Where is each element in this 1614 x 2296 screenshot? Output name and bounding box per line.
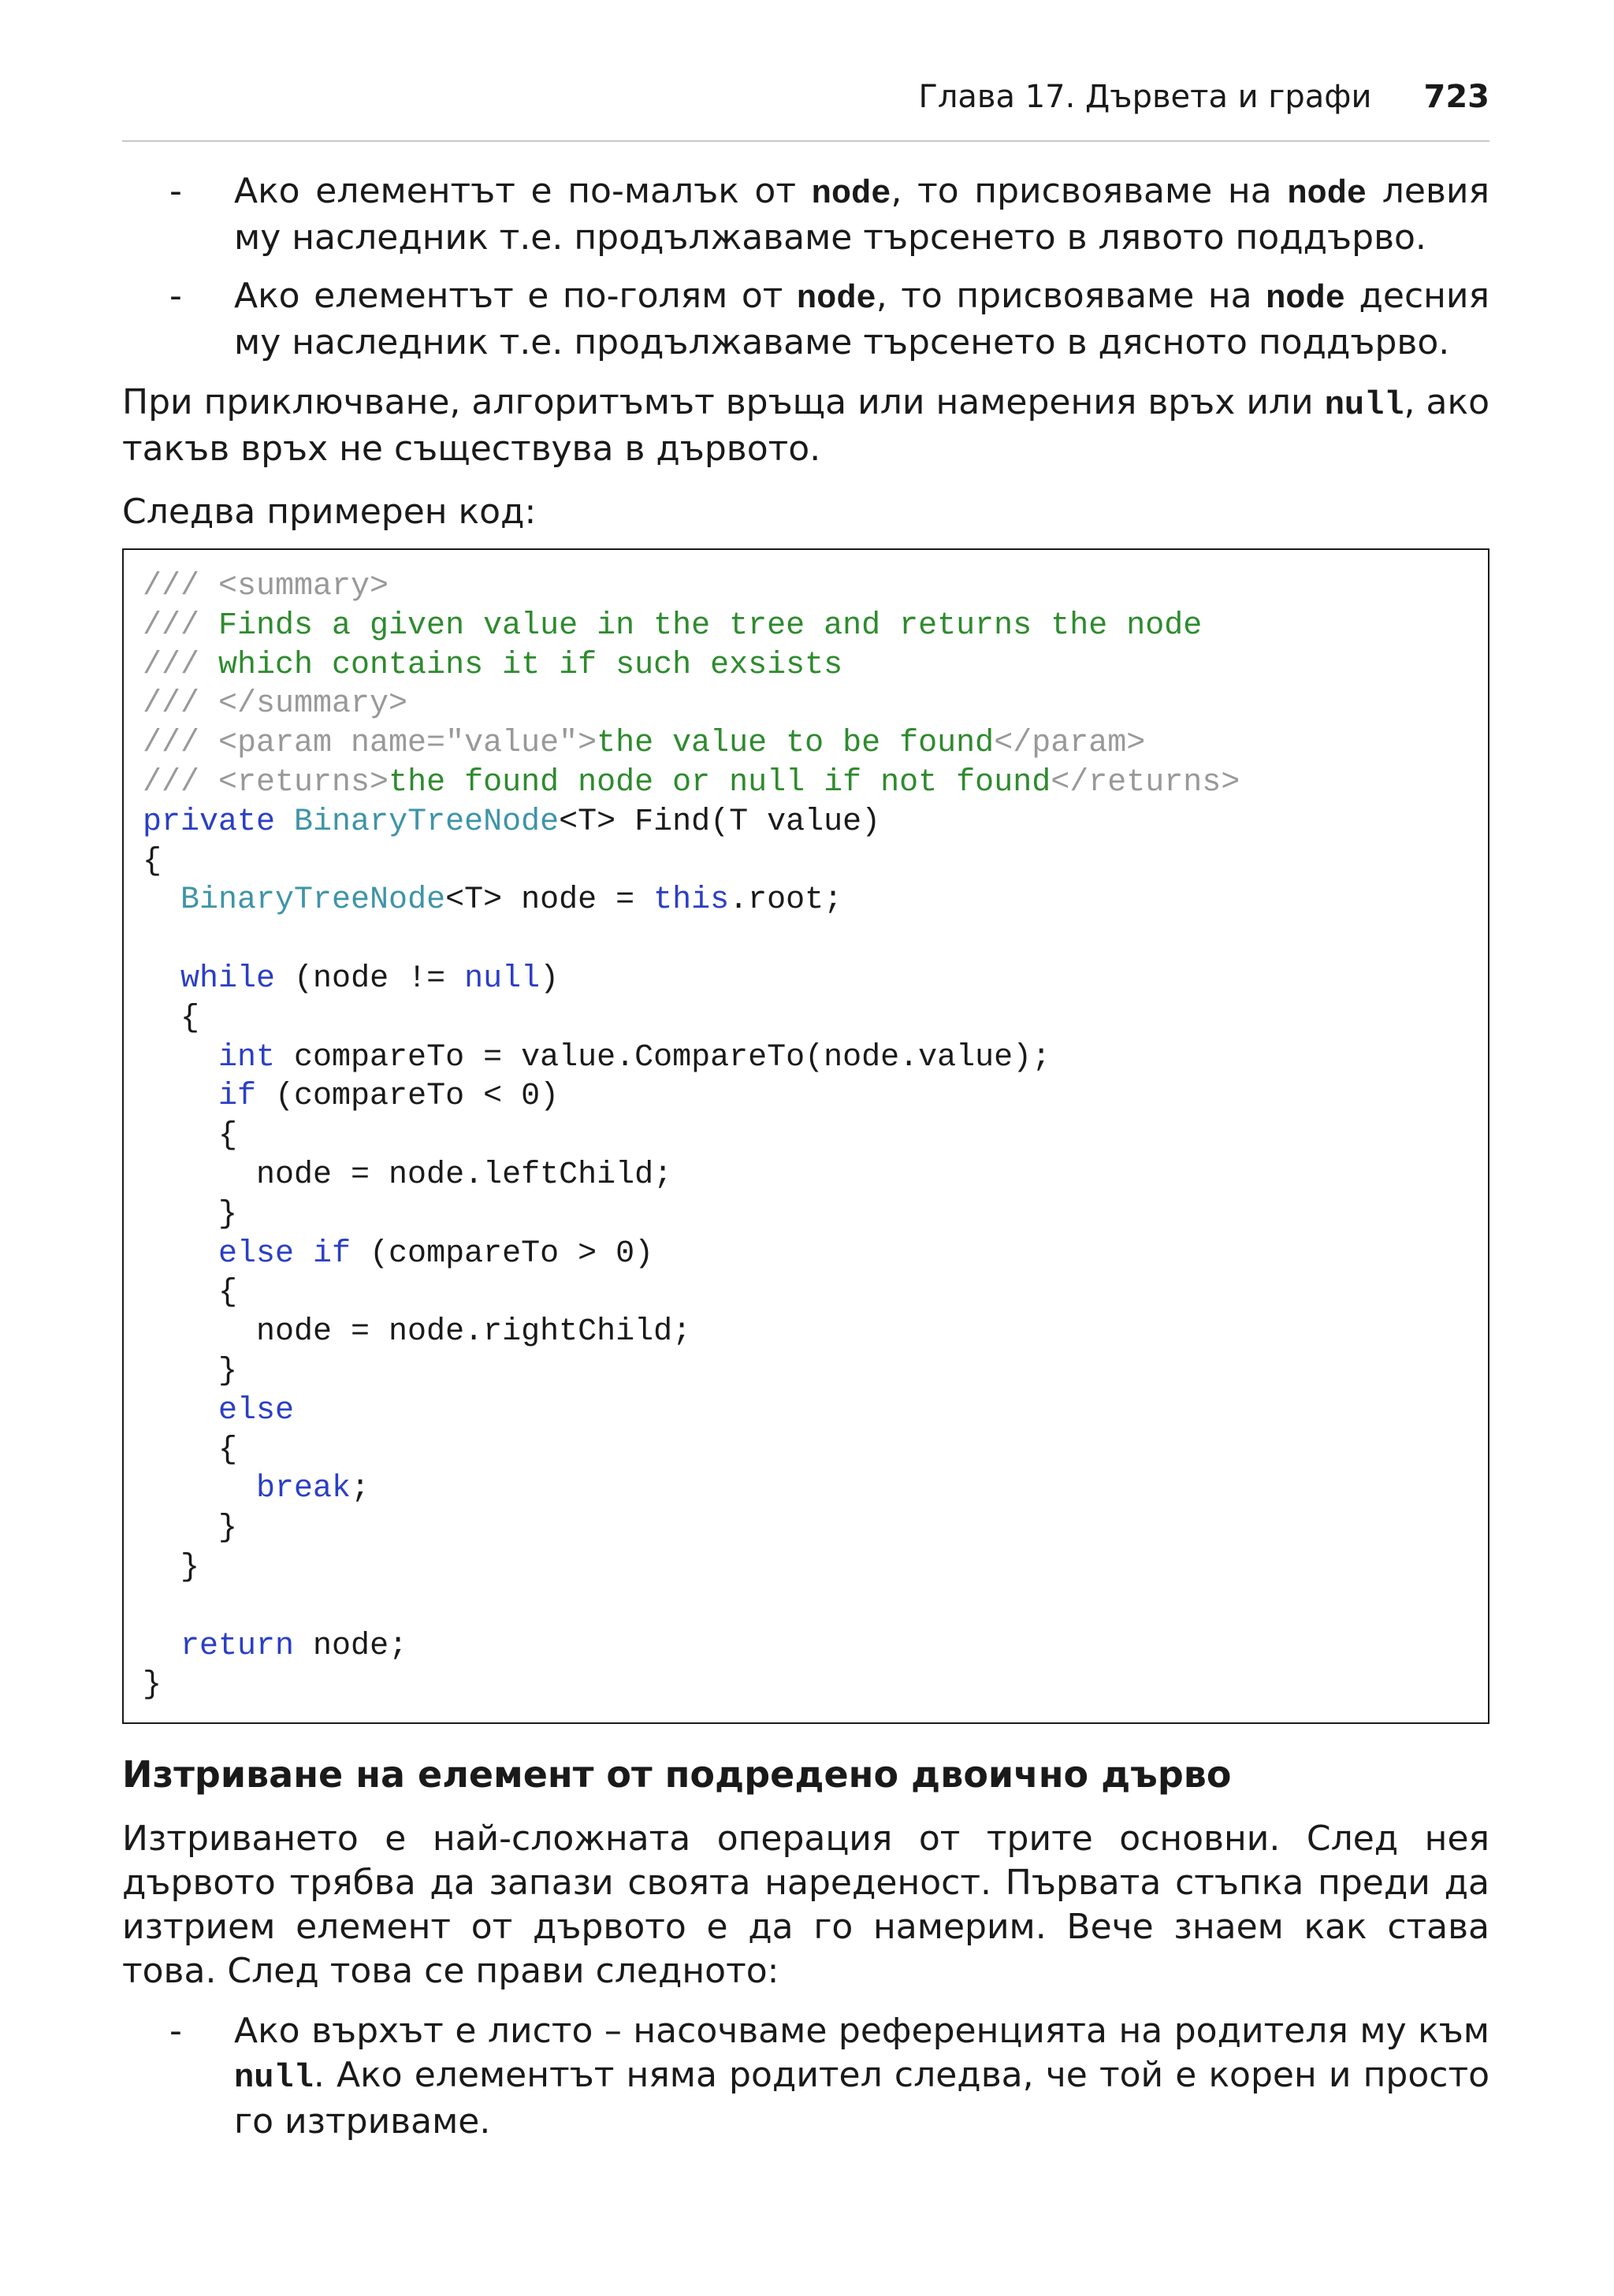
code-line [143,1588,1469,1627]
code-line [143,1235,1469,1274]
paragraph-example-intro: Следва примерен код: [122,492,537,532]
code-token: (compareTo > 0) [351,1235,654,1272]
code-line [143,724,1469,763]
code-line [143,763,1469,803]
code-token: /// <returns> [143,764,389,801]
bullet-text: , то присвояваме на [891,171,1288,211]
code-token: { [143,1275,238,1311]
code-token [143,1079,218,1114]
bullet-text: Ако елементът е по-голям от [234,276,797,316]
inline-code: node [1287,175,1367,213]
inline-code: node [796,280,876,318]
bullet-dash: - [169,276,182,316]
code-token: { [143,1118,238,1154]
code-token: Finds a given value in the tree and returns the node [218,607,1203,644]
code-line [143,685,1469,724]
code-token [143,1236,218,1272]
code-token: ; [351,1471,370,1507]
inline-code: node [811,175,891,213]
bullet-text: десния му наследник т.е. продължаваме търсенето в дясното поддърво. [234,276,1489,362]
code-token: } [143,1353,238,1389]
page-header [122,79,1489,142]
code-token: return [180,1628,295,1664]
code-line [143,1195,1469,1235]
code-line [143,567,1469,607]
code-line [143,803,1469,842]
code-token: <T> node = [445,882,654,919]
code-token: } [143,1196,238,1232]
code-line [143,1156,1469,1195]
code-token: null [464,960,541,997]
code-line [143,999,1469,1038]
code-token: while [180,960,276,997]
code-line [143,1313,1469,1352]
code-token: which contains it if such exsists [218,647,843,683]
section-heading: Изтриване на елемент от подредено двоично дърво [122,1753,1232,1796]
bullet-item-smaller [122,169,1489,260]
code-token: { [143,1000,200,1036]
code-token [143,961,180,997]
code-line [143,1666,1469,1705]
bullet-text: левия му наследник т.е. продължаваме търсенето в лявото поддърво. [234,171,1489,258]
bullet-item-leaf [122,2009,1489,2144]
code-token: the value to be found [597,726,995,762]
page-content [122,169,1489,2144]
bullet-text: . Ако елементът няма родител следва, че той е корен и просто го изтриваме. [234,2055,1489,2142]
paragraph-text: При приключване, алгоритъмът връща или намерения връх или [122,382,1325,422]
bullet-text: Ако елементът е по-малък от [234,171,812,211]
code-token [275,804,294,840]
code-token [143,1393,218,1428]
bullet-dash: - [169,171,182,211]
code-token [143,882,180,918]
code-line [143,646,1469,685]
code-line [143,1509,1469,1548]
bullet-text: Ако върхът е листо – насочваме референцията на родителя му към [234,2011,1489,2052]
code-token: else if [218,1235,351,1272]
code-token: } [143,1510,238,1547]
inline-code: node [1266,280,1345,318]
code-line [143,1391,1469,1431]
bullet-item-greater [122,274,1489,365]
code-line [143,920,1469,960]
code-token: node = node.rightChild; [143,1314,692,1350]
code-token: private [143,804,276,840]
code-token: this [653,882,730,919]
code-token: if [218,1079,257,1115]
code-line [143,1431,1469,1470]
code-line [143,842,1469,882]
code-token [143,1629,180,1664]
code-token: /// [143,647,219,683]
code-token: int [218,1039,276,1076]
code-token: </param> [994,726,1146,762]
code-token: /// </summary> [143,686,408,723]
code-line [143,1038,1469,1078]
code-token: the found node or null if not found [389,764,1051,801]
code-line [143,1627,1469,1666]
code-token: /// [143,607,219,644]
code-line [143,1116,1469,1156]
code-token: /// <summary> [143,569,389,604]
code-token: </returns> [1051,764,1240,801]
code-token: break [256,1471,351,1507]
chapter-title: Глава 17. Дървета и графи [918,79,1372,115]
code-line [143,1077,1469,1116]
code-token: <T> Find(T value) [559,804,881,840]
code-line [143,1469,1469,1509]
code-token: (node != [275,960,465,997]
code-token: BinaryTreeNode [180,882,446,919]
code-line [143,881,1469,920]
code-token: { [143,1432,238,1468]
code-token: BinaryTreeNode [294,804,560,840]
paragraph-text: , ако такъв връх не съществува в дървото. [122,382,1489,469]
bullet-text: , то присвояваме на [876,276,1266,316]
page-number: 723 [1423,79,1489,115]
code-token: compareTo = value.CompareTo(node.value); [275,1039,1051,1076]
code-line [143,607,1469,646]
code-token: } [143,1667,162,1703]
code-line [143,1273,1469,1313]
code-token: ) [540,960,560,997]
bullet-dash: - [169,2011,182,2052]
code-token: (compareTo < 0) [256,1079,560,1115]
code-token: node = node.leftChild; [143,1157,673,1193]
code-token: .root; [729,882,843,919]
code-token: } [143,1549,200,1585]
code-line [143,1352,1469,1391]
paragraph-delete: Изтриването е най-сложната операция от трите основни. След нея дървото трябва да запази своята нареденост. Първата стъпка преди да изтрием елемент от дървото е да го намерим. Вече знаем как става това. След това се прави следното: [122,1819,1489,1992]
code-token [143,1471,256,1507]
code-line [143,1548,1469,1588]
code-token: node; [294,1628,408,1664]
code-token: /// <param name="value"> [143,726,597,762]
inline-code: null [1324,386,1404,424]
inline-code: null [234,2059,314,2097]
code-block [122,548,1489,1724]
code-line [143,960,1469,999]
code-token: else [218,1392,295,1428]
code-token [143,1040,218,1076]
code-token: { [143,843,162,879]
paragraph-result [122,381,1489,471]
